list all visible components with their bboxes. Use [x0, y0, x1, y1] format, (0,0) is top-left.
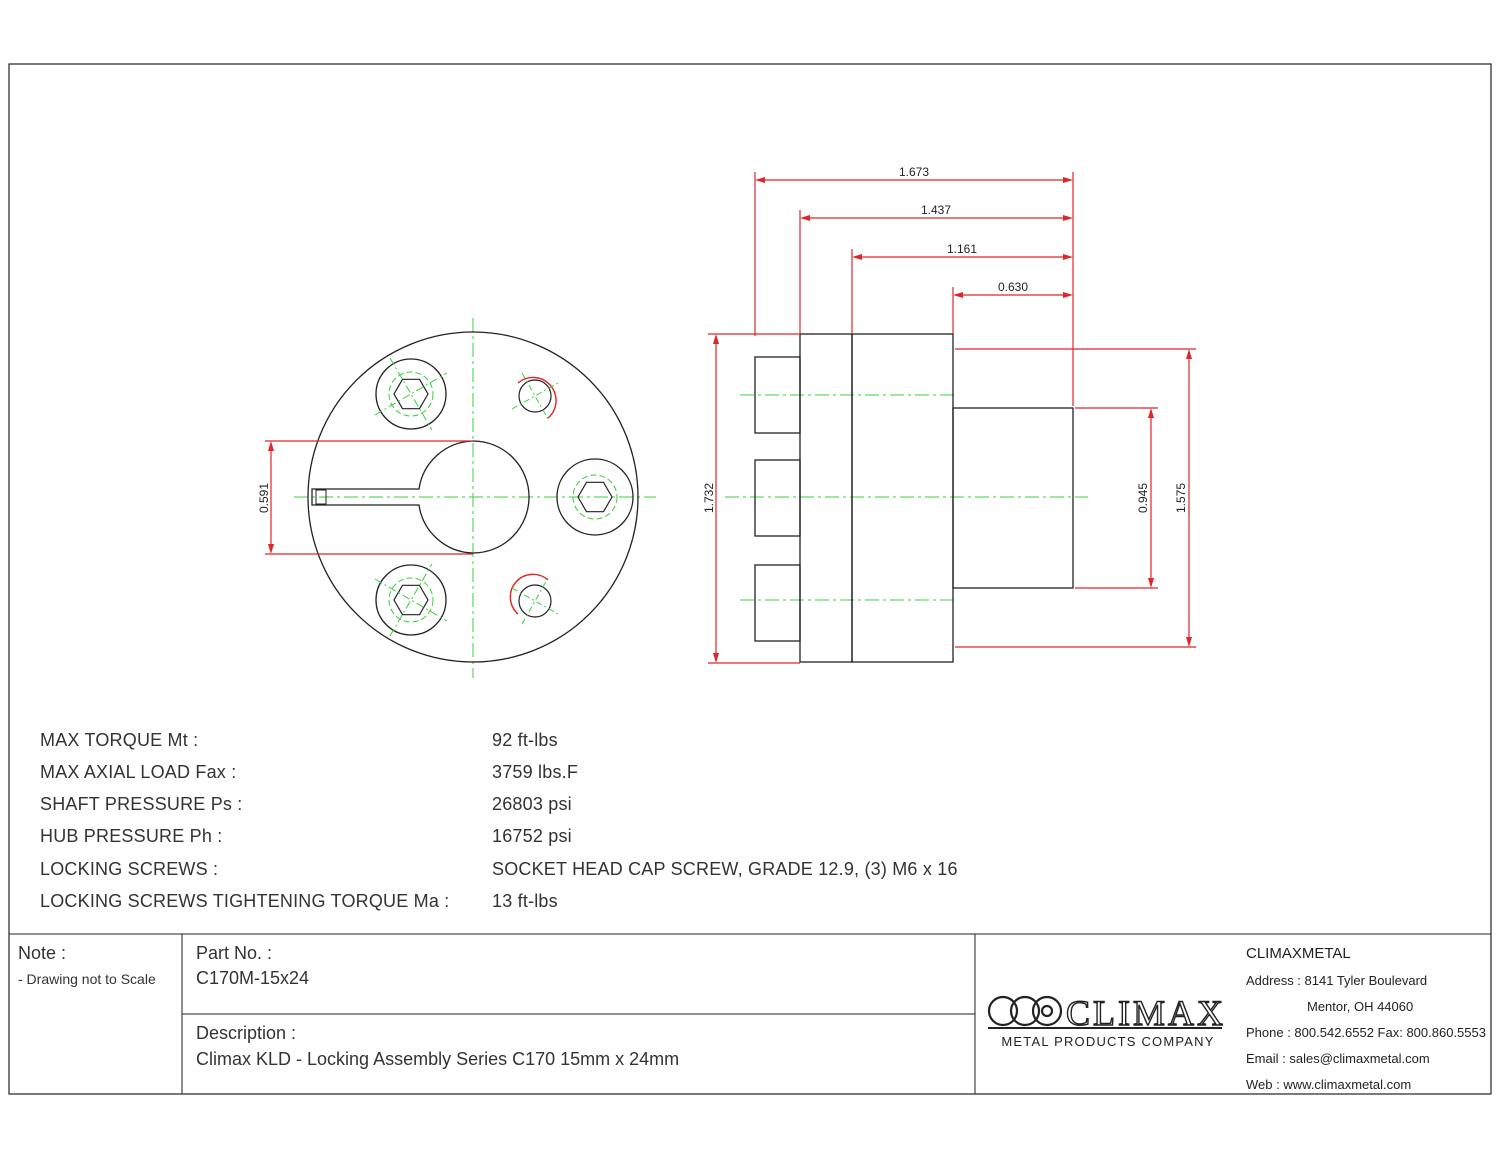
front-view: [257, 318, 656, 678]
note-text: - Drawing not to Scale: [18, 971, 156, 987]
side-flange-ring-1: [800, 334, 852, 662]
spec-value: 92 ft-lbs: [492, 730, 558, 750]
spec-label: SHAFT PRESSURE Ps :: [40, 794, 243, 814]
dimension-0945-label: 0.945: [1136, 482, 1150, 514]
dimension-0630-label: 0.630: [997, 280, 1029, 294]
dimension-0630: [953, 280, 1073, 334]
company-name: CLIMAXMETAL: [1246, 945, 1351, 962]
side-screw-head-middle: [755, 460, 800, 536]
dimension-1673-label: 1.673: [898, 165, 930, 179]
dimension-1437-label: 1.437: [920, 203, 952, 217]
spec-label: MAX AXIAL LOAD Fax :: [40, 762, 237, 782]
locking-screw-bottom-left: [375, 564, 447, 636]
company-phone-fax: Phone : 800.542.6552 Fax: 800.860.5553: [1246, 1025, 1486, 1040]
company-email: Email : sales@climaxmetal.com: [1246, 1051, 1430, 1066]
company-address-line2: Mentor, OH 44060: [1307, 999, 1414, 1014]
dimension-1575: [955, 349, 1196, 647]
dimension-0591-label: 0.591: [257, 482, 271, 514]
part-number-value: C170M-15x24: [196, 968, 310, 988]
logo-tagline: METAL PRODUCTS COMPANY: [1001, 1034, 1215, 1049]
spec-value: 26803 psi: [492, 794, 572, 814]
company-web: Web : www.climaxmetal.com: [1246, 1077, 1412, 1092]
side-hub: [953, 408, 1073, 588]
side-flange-ring-2: [852, 334, 953, 662]
note-label: Note :: [18, 943, 67, 963]
logo-wordmark: CLIMAX: [1066, 993, 1226, 1033]
locking-screw-top-left: [375, 358, 447, 430]
dimension-1161: [852, 242, 1073, 334]
dimension-1732-label: 1.732: [702, 482, 716, 514]
dimension-0945: [1075, 408, 1158, 588]
dimension-1673: [755, 165, 1073, 336]
spec-value: 13 ft-lbs: [492, 891, 558, 911]
spec-label: LOCKING SCREWS :: [40, 859, 219, 879]
spec-value: SOCKET HEAD CAP SCREW, GRADE 12.9, (3) M6 x 16: [492, 859, 958, 879]
spec-label: HUB PRESSURE Ph :: [40, 826, 223, 846]
spec-label: MAX TORQUE Mt :: [40, 730, 199, 750]
dimension-1161-label: 1.161: [946, 242, 978, 256]
dimension-1437: [800, 203, 1073, 334]
spec-value: 16752 psi: [492, 826, 572, 846]
spec-value: 3759 lbs.F: [492, 762, 579, 782]
dimension-1732: [702, 334, 800, 663]
spec-label: LOCKING SCREWS TIGHTENING TORQUE Ma :: [40, 891, 450, 911]
logo-ring-icons: [989, 997, 1061, 1025]
sheet-border: [9, 64, 1491, 1094]
side-screw-head-bottom: [755, 565, 800, 641]
description-value: Climax KLD - Locking Assembly Series C170 15mm x 24mm: [196, 1049, 680, 1069]
company-address-line1: Address : 8141 Tyler Boulevard: [1246, 973, 1428, 988]
description-label: Description :: [196, 1023, 297, 1043]
threaded-hole-bottom-right: [510, 574, 558, 624]
threaded-hole-top-right: [512, 373, 558, 419]
dimension-1575-label: 1.575: [1174, 482, 1188, 514]
side-view: [702, 165, 1196, 663]
climax-logo: [988, 993, 1226, 1049]
part-number-label: Part No. :: [196, 943, 273, 963]
